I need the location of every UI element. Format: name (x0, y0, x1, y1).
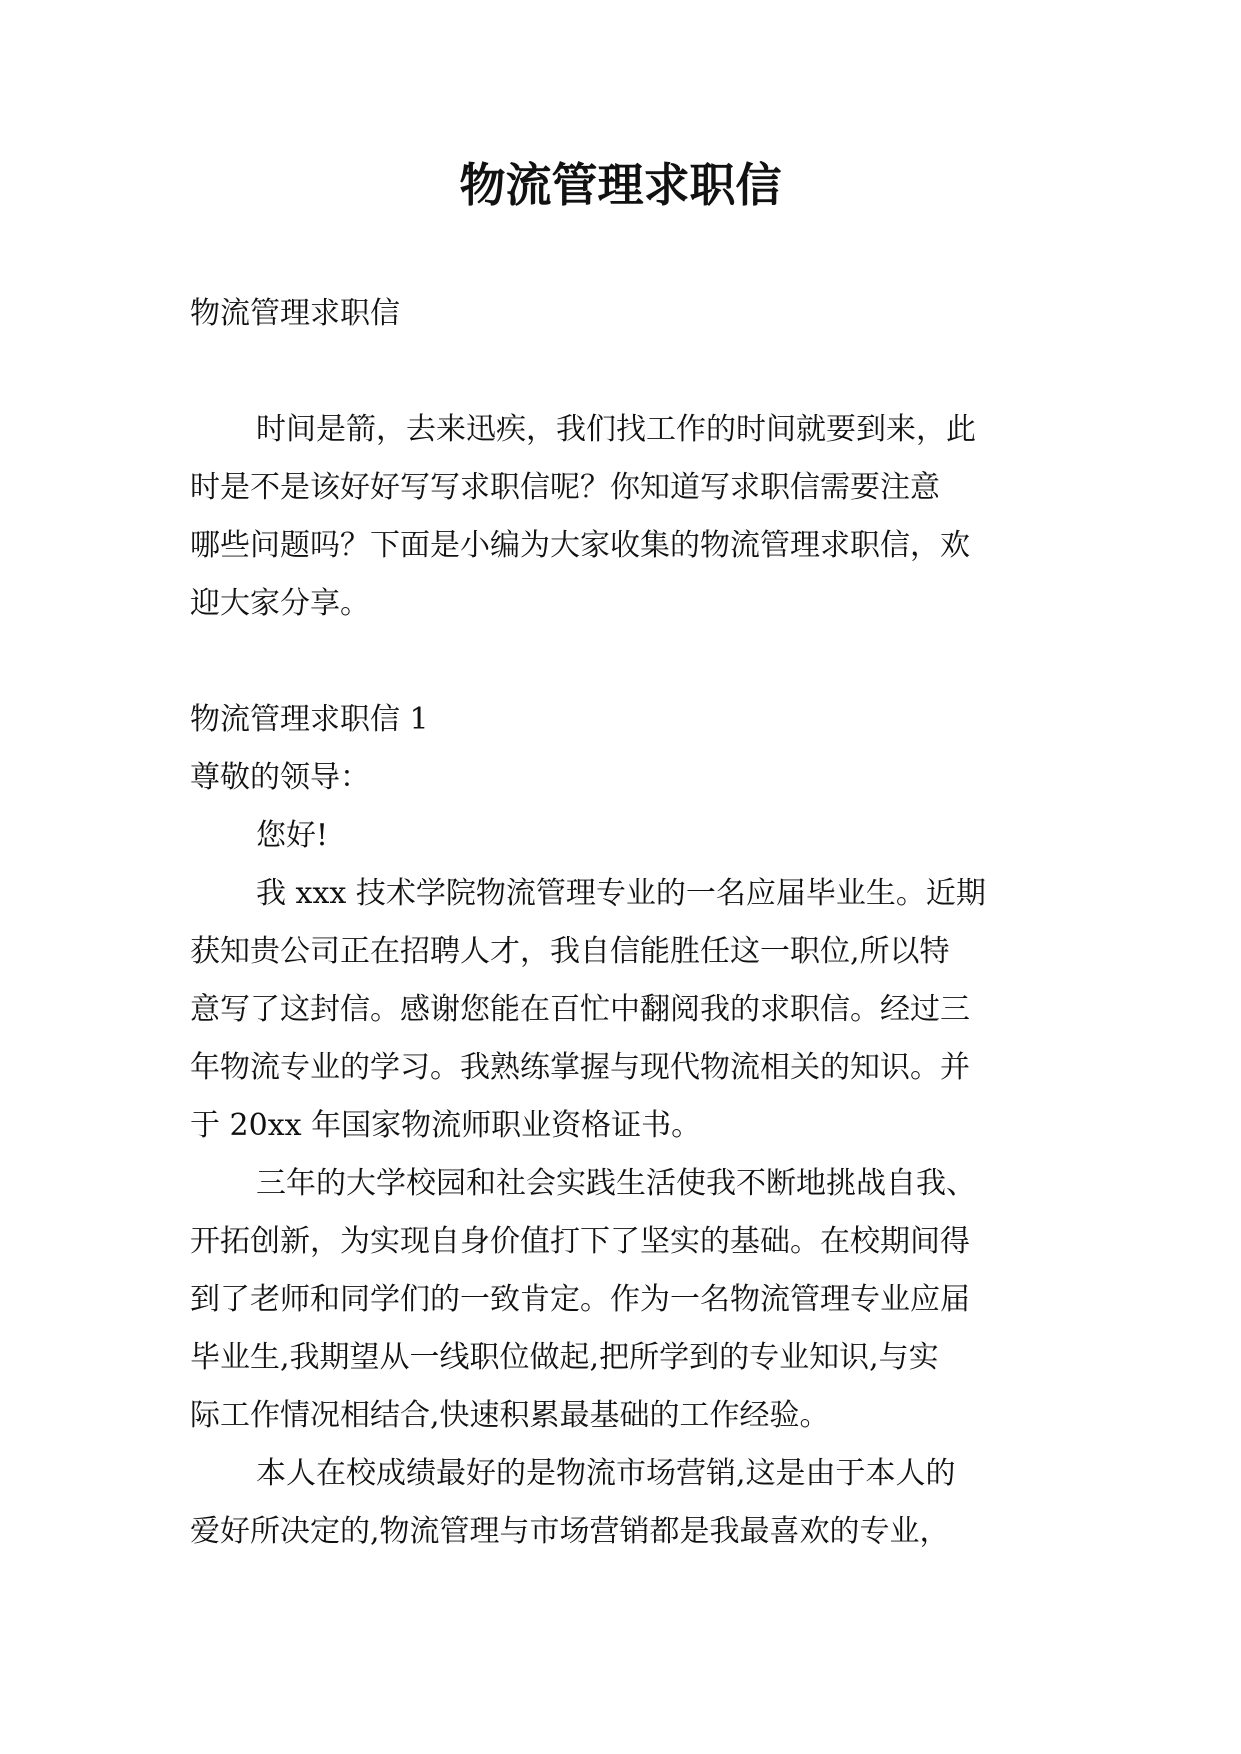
paragraph-line: 于 20xx 年国家物流师职业资格证书。 (190, 1108, 702, 1143)
document-title: 物流管理求职信 (459, 158, 782, 212)
paragraph-line: 毕业生,我期望从一线职位做起,把所学到的专业知识,与实 (190, 1340, 939, 1375)
greeting: 您好! (256, 818, 329, 853)
paragraph-line: 哪些问题吗？下面是小编为大家收集的物流管理求职信，欢 (190, 528, 970, 563)
paragraph-line: 本人在校成绩最好的是物流市场营销,这是由于本人的 (256, 1456, 956, 1491)
body-paragraph-2 (190, 1155, 1070, 1445)
paragraph-line: 际工作情况相结合,快速积累最基础的工作经验。 (190, 1398, 830, 1433)
paragraph-line: 时是不是该好好写写求职信呢？你知道写求职信需要注意 (190, 470, 940, 505)
body-paragraph-1 (190, 865, 1070, 1155)
salutation: 尊敬的领导： (190, 760, 370, 795)
paragraph-line: 开拓创新，为实现自身价值打下了坚实的基础。在校期间得 (190, 1224, 970, 1259)
paragraph-line: 时间是箭，去来迅疾，我们找工作的时间就要到来，此 (256, 412, 976, 447)
paragraph-line: 迎大家分享。 (190, 586, 370, 621)
document-subtitle: 物流管理求职信 (190, 296, 400, 331)
paragraph-line: 获知贵公司正在招聘人才，我自信能胜任这一职位,所以特 (190, 934, 950, 969)
document-body (190, 285, 1070, 1561)
section-heading: 物流管理求职信 1 (190, 702, 429, 737)
paragraph-line: 三年的大学校园和社会实践生活使我不断地挑战自我、 (256, 1166, 976, 1201)
intro-paragraph (190, 401, 1070, 633)
paragraph-line: 意写了这封信。感谢您能在百忙中翻阅我的求职信。经过三 (190, 992, 970, 1027)
paragraph-line: 我 xxx 技术学院物流管理专业的一名应届毕业生。近期 (256, 876, 986, 911)
spacer (190, 343, 1070, 401)
paragraph-line: 爱好所决定的,物流管理与市场营销都是我最喜欢的专业， (190, 1514, 950, 1549)
paragraph-line: 到了老师和同学们的一致肯定。作为一名物流管理专业应届 (190, 1282, 970, 1317)
body-paragraph-3 (190, 1445, 1070, 1561)
spacer (190, 633, 1070, 691)
paragraph-line: 年物流专业的学习。我熟练掌握与现代物流相关的知识。并 (190, 1050, 970, 1085)
